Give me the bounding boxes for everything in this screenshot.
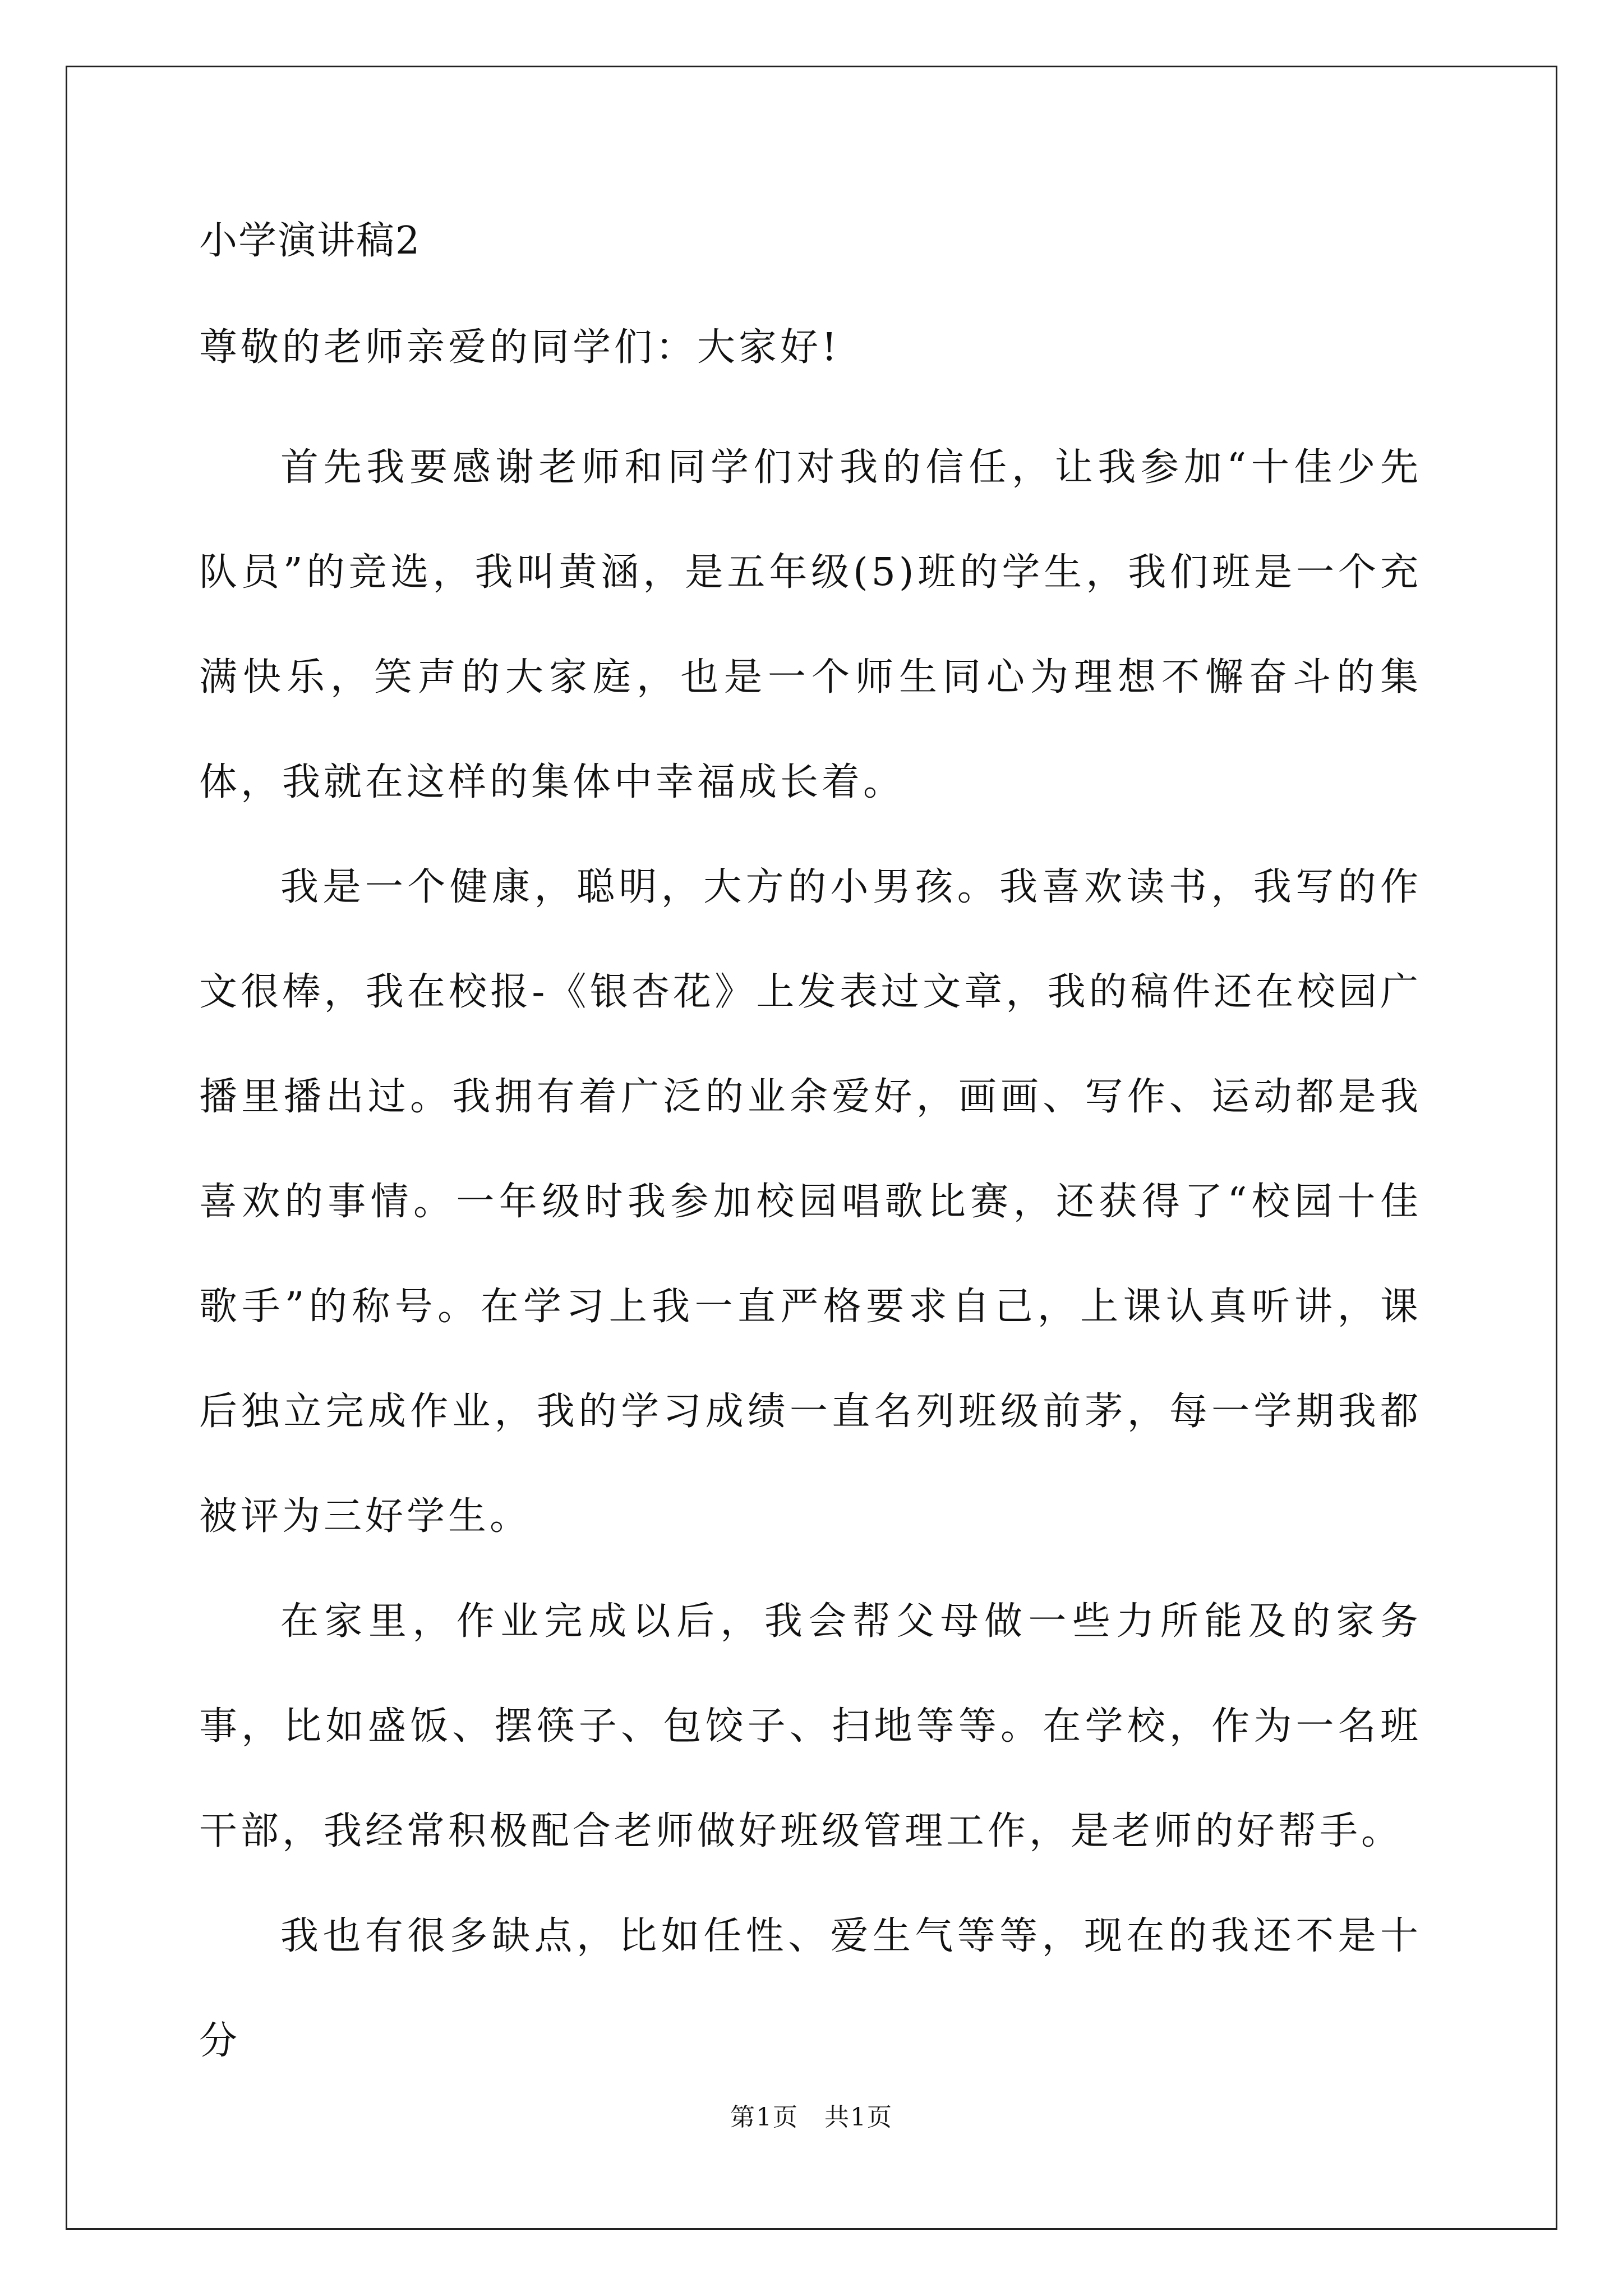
page-footer: 第1页 共1页 bbox=[730, 2103, 893, 2132]
document-title: 小学演讲稿2 bbox=[199, 219, 421, 263]
paragraph: 我也有很多缺点，比如任性、爱生气等等，现在的我还不是十分 bbox=[199, 1914, 1422, 2063]
paragraph: 在家里，作业完成以后，我会帮父母做一些力所能及的家务事，比如盛饭、摆筷子、包饺子、扫地等等。在学校，作为一名班干部，我经常积极配合老师做好班级管理工作，是老师的好帮手。 bbox=[199, 1599, 1422, 1853]
salutation: 尊敬的老师亲爱的同学们：大家好! bbox=[199, 325, 841, 370]
paragraph: 我是一个健康，聪明，大方的小男孩。我喜欢读书，我写的作文很棒，我在校报-《银杏花》上发表过文章，我的稿件还在校园广播里播出过。我拥有着广泛的业余爱好，画画、写作、运动都是我喜欢的事情。一年级时我参加校园唱歌比赛，还获得了“校园十佳歌手”的称号。在学习上我一直严格要求自己，上课认真听讲，课后独立完成作业，我的学习成绩一直名列班级前茅，每一学期我都被评为三好学生。 bbox=[199, 865, 1422, 1539]
document-body bbox=[199, 213, 1422, 2093]
paragraph: 首先我要感谢老师和同学们对我的信任，让我参加“十佳少先队员”的竞选，我叫黄涵，是五年级(5)班的学生，我们班是一个充满快乐，笑声的大家庭，也是一个师生同心为理想不懈奋斗的集体，我就在这样的集体中幸福成长着。 bbox=[199, 445, 1422, 804]
